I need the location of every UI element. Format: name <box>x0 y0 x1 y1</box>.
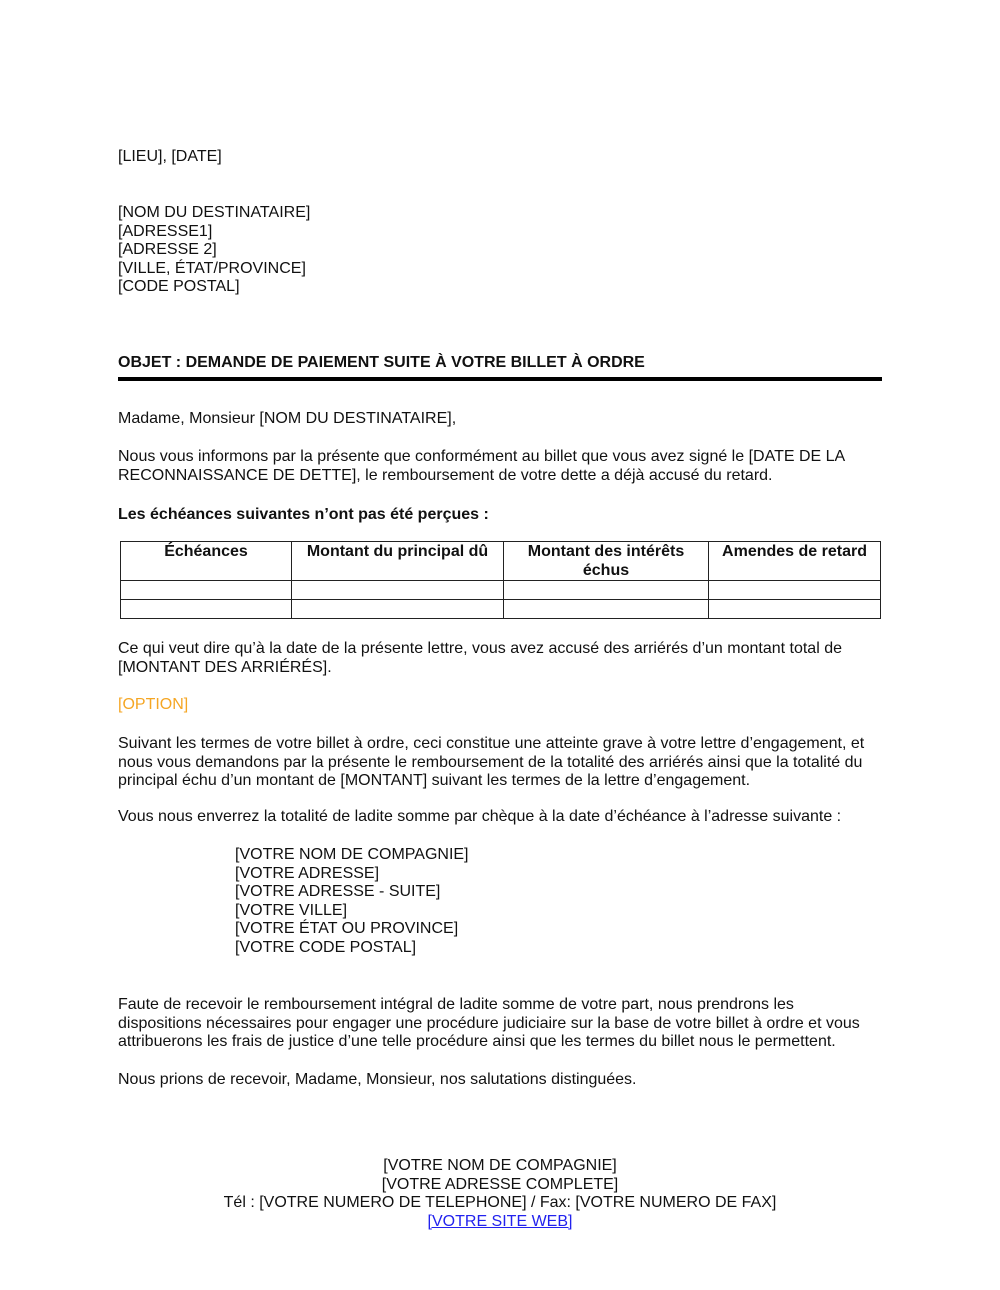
paragraph-arrears <box>118 640 886 677</box>
place-date: [LIEU], [DATE] <box>118 148 222 165</box>
payment-address-block <box>235 846 469 958</box>
letter-footer <box>0 1157 1000 1231</box>
table-cell[interactable] <box>292 581 504 600</box>
recipient-address-2: [ADRESSE 2] <box>118 241 217 259</box>
payment-company-name: [VOTRE NOM DE COMPAGNIE] <box>235 846 469 863</box>
payment-state-province: [VOTRE ÉTAT OU PROVINCE] <box>235 920 459 938</box>
table-cell[interactable] <box>709 581 881 600</box>
paragraph-legal-line: Faute de recevoir le remboursement intégral de ladite somme de votre part, nous prendrons les <box>118 996 794 1013</box>
salutation: Madame, Monsieur [NOM DU DESTINATAIRE], <box>118 410 457 427</box>
recipient-address-block <box>118 204 310 297</box>
table-row <box>121 581 881 600</box>
table-cell[interactable] <box>504 581 709 600</box>
footer-contact: Tél : [VOTRE NUMERO DE TELEPHONE] / Fax: [VOTRE NUMERO DE FAX] <box>223 1194 777 1212</box>
paragraph-legal-action <box>118 996 886 1052</box>
table-cell[interactable] <box>121 581 292 600</box>
footer-website-link[interactable]: [VOTRE SITE WEB] <box>427 1212 573 1230</box>
subject-divider <box>118 377 882 381</box>
recipient-address-1: [ADRESSE1] <box>118 222 213 240</box>
schedule-table <box>120 541 881 619</box>
schedule-heading: Les échéances suivantes n’ont pas été perçues : <box>118 506 489 523</box>
paragraph-breach-line: nous vous demandons par la présente le remboursement de la totalité des arriérés ainsi que la totalité du <box>118 753 863 771</box>
paragraph-breach-line: Suivant les termes de votre billet à ordre, ceci constitue une atteinte grave à votre lettre d’engagement, et <box>118 735 865 752</box>
table-cell[interactable] <box>292 600 504 619</box>
payment-address-suite: [VOTRE ADRESSE - SUITE] <box>235 883 441 901</box>
table-cell[interactable] <box>121 600 292 619</box>
option-label: [OPTION] <box>118 696 189 713</box>
paragraph-breach <box>118 735 886 791</box>
footer-company-name: [VOTRE NOM DE COMPAGNIE] <box>383 1157 617 1174</box>
payment-city: [VOTRE VILLE] <box>235 901 348 919</box>
table-header-row <box>121 542 881 581</box>
paragraph-intro-line: RECONNAISSANCE DE DETTE], le remboursement de votre dette a déjà accusé du retard. <box>118 466 773 484</box>
payment-address: [VOTRE ADRESSE] <box>235 864 380 882</box>
paragraph-breach-line: principal échu d’un montant de [MONTANT] suivant les termes de la lettre d’engagement. <box>118 772 751 790</box>
paragraph-legal-line: attribuerons les frais de justice d’une telle procédure ainsi que les termes du billet nous le permettent. <box>118 1033 836 1051</box>
paragraph-intro-line: Nous vous informons par la présente que conformément au billet que vous avez signé le [DATE DE LA <box>118 448 846 465</box>
paragraph-arrears-line: Ce qui veut dire qu’à la date de la présente lettre, vous avez accusé des arriérés d’un montant total de <box>118 640 842 657</box>
subject-heading: OBJET : DEMANDE DE PAIEMENT SUITE À VOTRE BILLET À ORDRE <box>118 354 645 371</box>
column-header-echeances: Échéances <box>121 542 292 581</box>
recipient-name: [NOM DU DESTINATAIRE] <box>118 204 311 221</box>
footer-address: [VOTRE ADRESSE COMPLETE] <box>381 1175 619 1193</box>
paragraph-legal-line: dispositions nécessaires pour engager une procédure judiciaire sur la base de votre billet à ordre et vous <box>118 1014 860 1032</box>
column-header-amendes: Amendes de retard <box>709 542 881 581</box>
recipient-city-state: [VILLE, ÉTAT/PROVINCE] <box>118 259 306 277</box>
payment-postal-code: [VOTRE CODE POSTAL] <box>235 938 417 956</box>
table-cell[interactable] <box>709 600 881 619</box>
paragraph-arrears-line: [MONTANT DES ARRIÉRÉS]. <box>118 658 332 676</box>
recipient-postal-code: [CODE POSTAL] <box>118 278 240 296</box>
column-header-interets: Montant des intérêts échus <box>504 542 709 581</box>
paragraph-payment-instruction: Vous nous enverrez la totalité de ladite somme par chèque à la date d’échéance à l’adresse suivante : <box>118 808 842 825</box>
column-header-principal: Montant du principal dû <box>292 542 504 581</box>
table-cell[interactable] <box>504 600 709 619</box>
closing-salutation: Nous prions de recevoir, Madame, Monsieur, nos salutations distinguées. <box>118 1071 637 1088</box>
paragraph-intro <box>118 448 886 485</box>
table-row <box>121 600 881 619</box>
